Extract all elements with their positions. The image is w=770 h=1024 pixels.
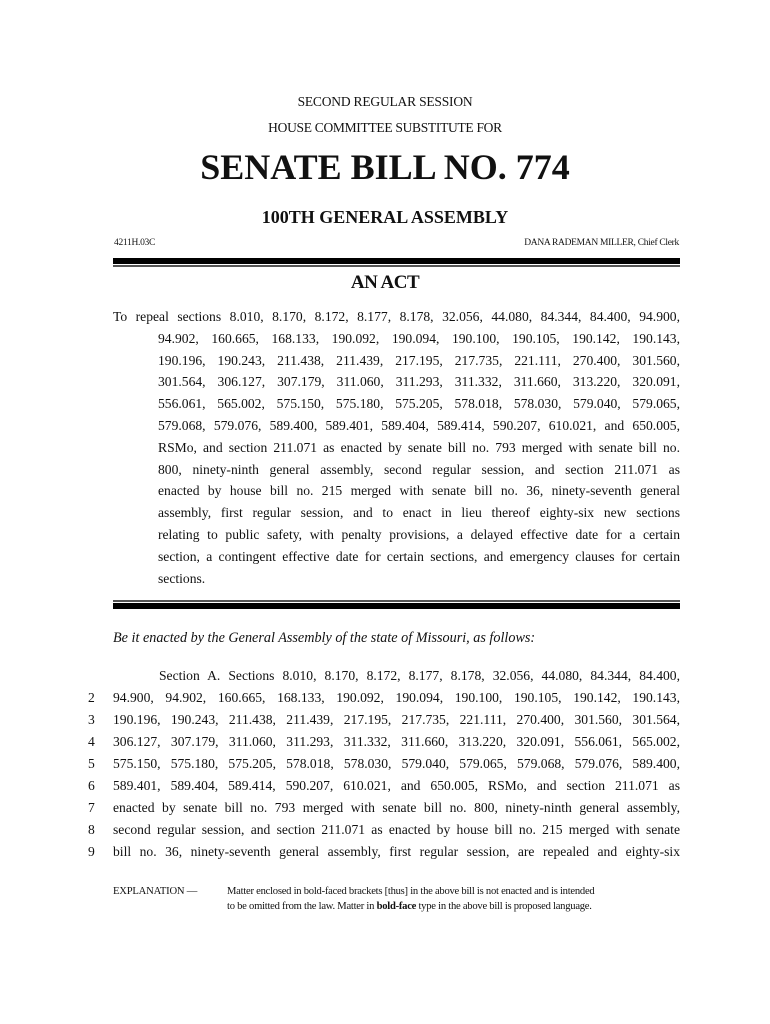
act-title-line: RSMo, and section 211.071 as enacted by senate bill no. 793 merged with senate bill no. [158, 439, 680, 455]
line-number [82, 665, 113, 687]
act-title-line: 800, ninety-ninth general assembly, second regular session, and section 211.071 as [158, 461, 680, 477]
title-rule [113, 600, 680, 609]
explanation-line-2-start: to be omitted from the law. Matter in [227, 901, 377, 912]
line-text: 190.196, 190.243, 211.438, 211.439, 217.195, 217.735, 221.111, 270.400, 301.560, 301.564, [113, 712, 680, 727]
line-text: Section A. Sections 8.010, 8.170, 8.172, 8.177, 8.178, 32.056, 44.080, 84.344, 84.400, [159, 668, 680, 683]
act-title [113, 306, 680, 589]
line-text: enacted by senate bill no. 793 merged with senate bill no. 800, ninety-ninth general assembly, [113, 800, 680, 815]
line-number: 3 [88, 712, 95, 727]
enacting-clause: Be it enacted by the General Assembly of the state of Missouri, as follows: [113, 630, 536, 646]
act-title-line: assembly, first regular session, and to enact in lieu thereof eighty-six new sections [158, 505, 680, 521]
section-line [82, 753, 680, 775]
section-line [82, 841, 680, 863]
explanation-note [113, 884, 680, 914]
bill-title: SENATE BILL NO. 774 [200, 147, 570, 187]
line-text: 575.150, 575.180, 575.205, 578.018, 578.030, 579.040, 579.065, 579.068, 579.076, 589.400, [113, 756, 680, 771]
act-title-line: To repeal sections 8.010, 8.170, 8.172, 8.177, 8.178, 32.056, 44.080, 84.344, 84.400, 94.900, [113, 309, 680, 324]
explanation-label: EXPLANATION — [113, 886, 198, 897]
line-number: 6 [88, 778, 95, 793]
explanation-line-2-end: type in the above bill is proposed language. [416, 901, 592, 912]
session-label: SECOND REGULAR SESSION [297, 94, 473, 109]
section-line [82, 665, 680, 687]
act-title-line: 94.902, 160.665, 168.133, 190.092, 190.094, 190.100, 190.105, 190.142, 190.143, [158, 330, 680, 346]
explanation-line-2 [227, 899, 680, 914]
chief-clerk: DANA RADEMAN MILLER, Chief Clerk [524, 238, 679, 248]
section-a [82, 665, 680, 863]
assembly-label: 100TH GENERAL ASSEMBLY [261, 207, 509, 227]
section-line [82, 731, 680, 753]
explanation-line-1: Matter enclosed in bold-faced brackets [thus] in the above bill is not enacted and is intended [227, 886, 595, 897]
line-number: 5 [88, 756, 95, 771]
line-number: 2 [88, 690, 95, 705]
line-text: second regular session, and section 211.071 as enacted by house bill no. 215 merged with senate [113, 822, 680, 837]
line-text: 589.401, 589.404, 589.414, 590.207, 610.021, and 650.005, RSMo, and section 211.071 as [113, 778, 680, 793]
act-title-line: sections. [158, 570, 206, 586]
line-number: 8 [88, 822, 95, 837]
section-line [82, 687, 680, 709]
act-title-line: enacted by house bill no. 215 merged with senate bill no. 36, ninety-seventh general [158, 483, 680, 499]
act-title-line: 556.061, 565.002, 575.150, 575.180, 575.205, 578.018, 578.030, 579.040, 579.065, [158, 396, 680, 412]
section-line [82, 797, 680, 819]
header-rule [113, 258, 680, 267]
line-text: 94.900, 94.902, 160.665, 168.133, 190.092, 190.094, 190.100, 190.105, 190.142, 190.143, [113, 690, 680, 705]
act-title-line: section, a contingent effective date for certain sections, and emergency clauses for certain [158, 548, 680, 564]
explanation-text [227, 884, 680, 914]
act-title-line: 301.564, 306.127, 307.179, 311.060, 311.293, 311.332, 311.660, 313.220, 320.091, [158, 374, 680, 390]
act-heading: AN ACT [350, 272, 420, 293]
line-number: 4 [88, 734, 95, 749]
section-line [82, 819, 680, 841]
line-number: 9 [88, 844, 95, 859]
line-number: 7 [88, 800, 95, 815]
act-title-line: 579.068, 579.076, 589.400, 589.401, 589.404, 589.414, 590.207, 610.021, and 650.005, [158, 417, 680, 433]
substitute-label: HOUSE COMMITTEE SUBSTITUTE FOR [268, 120, 502, 135]
act-title-line: 190.196, 190.243, 211.438, 211.439, 217.195, 217.735, 221.111, 270.400, 301.560, [158, 352, 680, 368]
section-line [82, 775, 680, 797]
line-text: 306.127, 307.179, 311.060, 311.293, 311.332, 311.660, 313.220, 320.091, 556.061, 565.002, [113, 734, 680, 749]
section-line [82, 709, 680, 731]
act-title-line: relating to public safety, with penalty provisions, a delayed effective date for a certain [158, 526, 680, 542]
bold-face-term: bold-face [376, 901, 417, 912]
lr-number: 4211H.03C [114, 238, 156, 248]
line-text: bill no. 36, ninety-seventh general assembly, first regular session, are repealed and eighty-six [113, 844, 680, 859]
